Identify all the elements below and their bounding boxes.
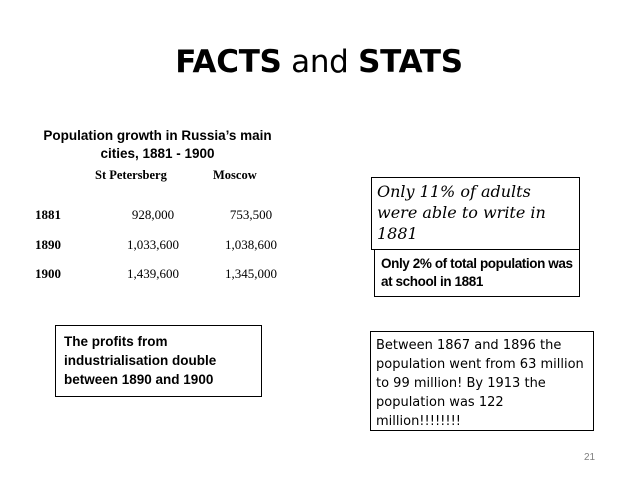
slide-title bbox=[0, 44, 638, 80]
cell-moscow: 753,500 bbox=[229, 207, 273, 222]
row-year: 1890 bbox=[35, 237, 61, 252]
adults-literacy-note: Only 11% of adults were able to write in 1881 bbox=[371, 177, 580, 250]
cell-moscow: 1,038,600 bbox=[225, 237, 277, 252]
column-header-moscow: Moscow bbox=[213, 168, 257, 182]
title-stats: STATS bbox=[358, 44, 463, 80]
cell-moscow: 1,345,000 bbox=[225, 266, 277, 281]
cell-st-petersberg: 928,000 bbox=[131, 207, 175, 222]
row-year: 1900 bbox=[35, 266, 61, 281]
title-and: and bbox=[291, 44, 349, 80]
cell-st-petersberg: 1,033,600 bbox=[127, 237, 179, 252]
title-facts: FACTS bbox=[175, 44, 282, 80]
school-population-note: Only 2% of total population was at school in 1881 bbox=[374, 249, 580, 297]
table-caption: Population growth in Russia’s main cities, 1881 - 1900 bbox=[43, 128, 272, 161]
profits-note: The profits from industrialisation double between 1890 and 1900 bbox=[55, 325, 262, 397]
page-number: 21 bbox=[584, 452, 596, 463]
column-header-st-petersberg: St Petersberg bbox=[95, 168, 167, 182]
cell-st-petersberg: 1,439,600 bbox=[127, 266, 179, 281]
row-year: 1881 bbox=[35, 207, 61, 222]
population-growth-note: Between 1867 and 1896 the population went from 63 million to 99 million! By 1913 the population was 122 million!!!!!!!! bbox=[370, 331, 594, 431]
